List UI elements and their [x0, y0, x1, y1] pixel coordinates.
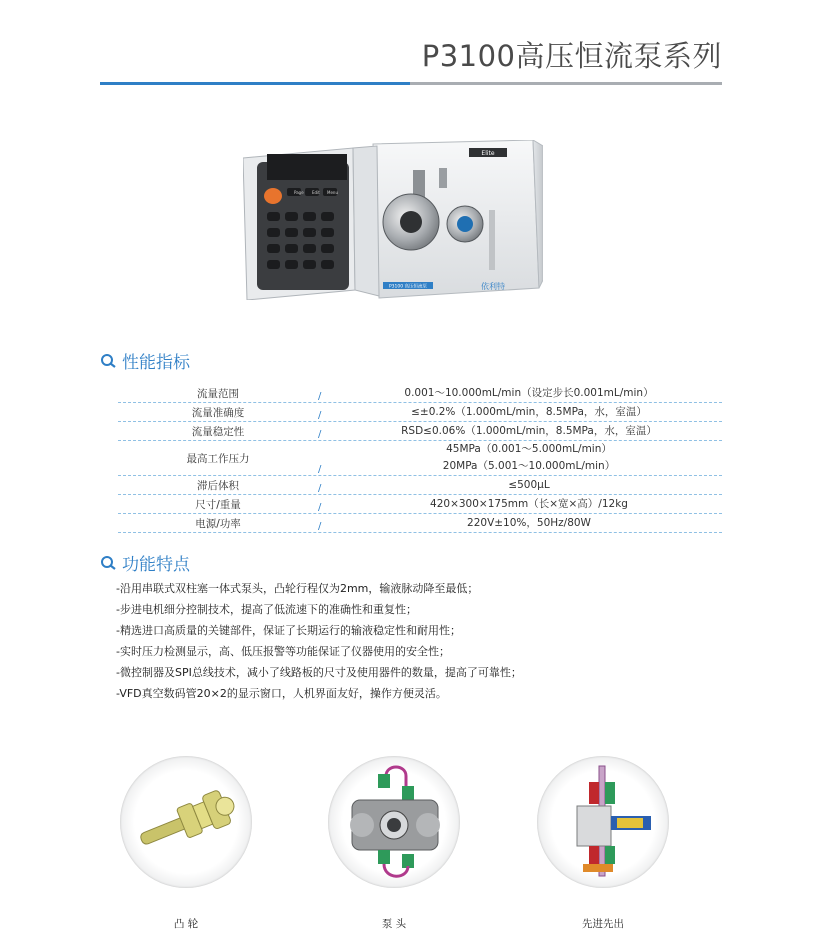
slash-divider: / [318, 483, 322, 494]
spec-value: ≤500μL [508, 478, 550, 491]
specs-table [118, 384, 722, 533]
magnifier-icon [100, 555, 118, 571]
cam-image [120, 756, 252, 888]
spec-label: 尺寸/重量 [195, 498, 241, 511]
spec-row-flow-range [118, 384, 722, 403]
specs-heading [100, 348, 190, 373]
spec-value: 0.001～10.000mL/min（设定步长0.001mL/min） [404, 386, 654, 399]
front-brand-text: 依利特 [481, 282, 505, 291]
spec-row-delay-volume [118, 476, 722, 495]
list-item: -VFD真空数码管20×2的显示窗口，人机界面友好，操作方便灵活。 [116, 687, 447, 700]
list-item: -实时压力检测显示，高、低压报警等功能保证了仪器使用的安全性； [116, 645, 450, 658]
ffo-valve-image [537, 756, 669, 888]
slash-divider: / [318, 464, 322, 475]
spec-row-size-weight [118, 495, 722, 514]
magnifier-icon [100, 353, 118, 369]
title-rule-gray [410, 82, 722, 85]
features-heading [100, 550, 190, 575]
slash-divider: / [318, 391, 322, 402]
feature-list [116, 578, 736, 704]
spec-label: 最高工作压力 [186, 452, 250, 465]
spec-value-pair [336, 441, 722, 475]
spec-row-flow-accuracy [118, 403, 722, 422]
key-edit-label: Edit [312, 190, 320, 195]
spec-label: 流量范围 [197, 387, 239, 400]
spec-label: 电源/功率 [195, 517, 241, 530]
slash-divider: / [318, 429, 322, 440]
spec-value: RSD≤0.06%（1.000mL/min，8.5MPa，水，室温） [401, 424, 657, 437]
spec-row-power [118, 514, 722, 533]
spec-label: 流量稳定性 [191, 425, 245, 438]
spec-value: 45MPa（0.001～5.000mL/min） [446, 443, 612, 455]
brand-plate-text: Elite [481, 150, 495, 157]
list-item: -微控制器及SPI总线技术，减小了线路板的尺寸及使用器件的数量，提高了可靠性； [116, 666, 522, 679]
pump-head-image [328, 756, 460, 888]
spec-value: ≤±0.2%（1.000mL/min，8.5MPa，水，室温） [411, 405, 647, 418]
front-label-text: P3100 高压恒流泵 [388, 284, 428, 290]
caption-ffo: 先进先出 [582, 918, 624, 930]
specs-title: 性能指标 [122, 353, 190, 373]
list-item: -精选进口高质量的关键部件，保证了长期运行的输液稳定性和耐用性； [116, 624, 461, 637]
caption-pump-head: 泵 头 [381, 918, 407, 930]
page-title: P3100高压恒流泵系列 [421, 39, 722, 73]
spec-label: 流量准确度 [191, 406, 245, 419]
spec-row-max-pressure [118, 441, 722, 476]
spec-value: 220V±10%，50Hz/80W [467, 516, 591, 529]
list-item: -沿用串联式双柱塞一体式泵头，凸轮行程仅为2mm，输液脉动降至最低； [116, 582, 479, 595]
spec-label: 滞后体积 [197, 479, 239, 492]
spec-value: 420×300×175mm（长×宽×高）/12kg [430, 497, 628, 510]
spec-value-secondary: 20MPa（5.001～10.000mL/min） [442, 460, 616, 472]
key-menu-label: Menu [327, 190, 338, 195]
slash-divider: / [318, 521, 322, 532]
slash-divider: / [318, 502, 322, 513]
features-title: 功能特点 [122, 555, 190, 575]
spec-row-flow-stability [118, 422, 722, 441]
caption-cam: 凸 轮 [173, 918, 199, 930]
list-item: -步进电机细分控制技术，提高了低流速下的准确性和重复性； [116, 603, 417, 616]
pump-product-image [243, 140, 543, 300]
title-rule-blue [100, 82, 410, 85]
slash-divider: / [318, 410, 322, 421]
key-page-label: Page [294, 190, 304, 195]
